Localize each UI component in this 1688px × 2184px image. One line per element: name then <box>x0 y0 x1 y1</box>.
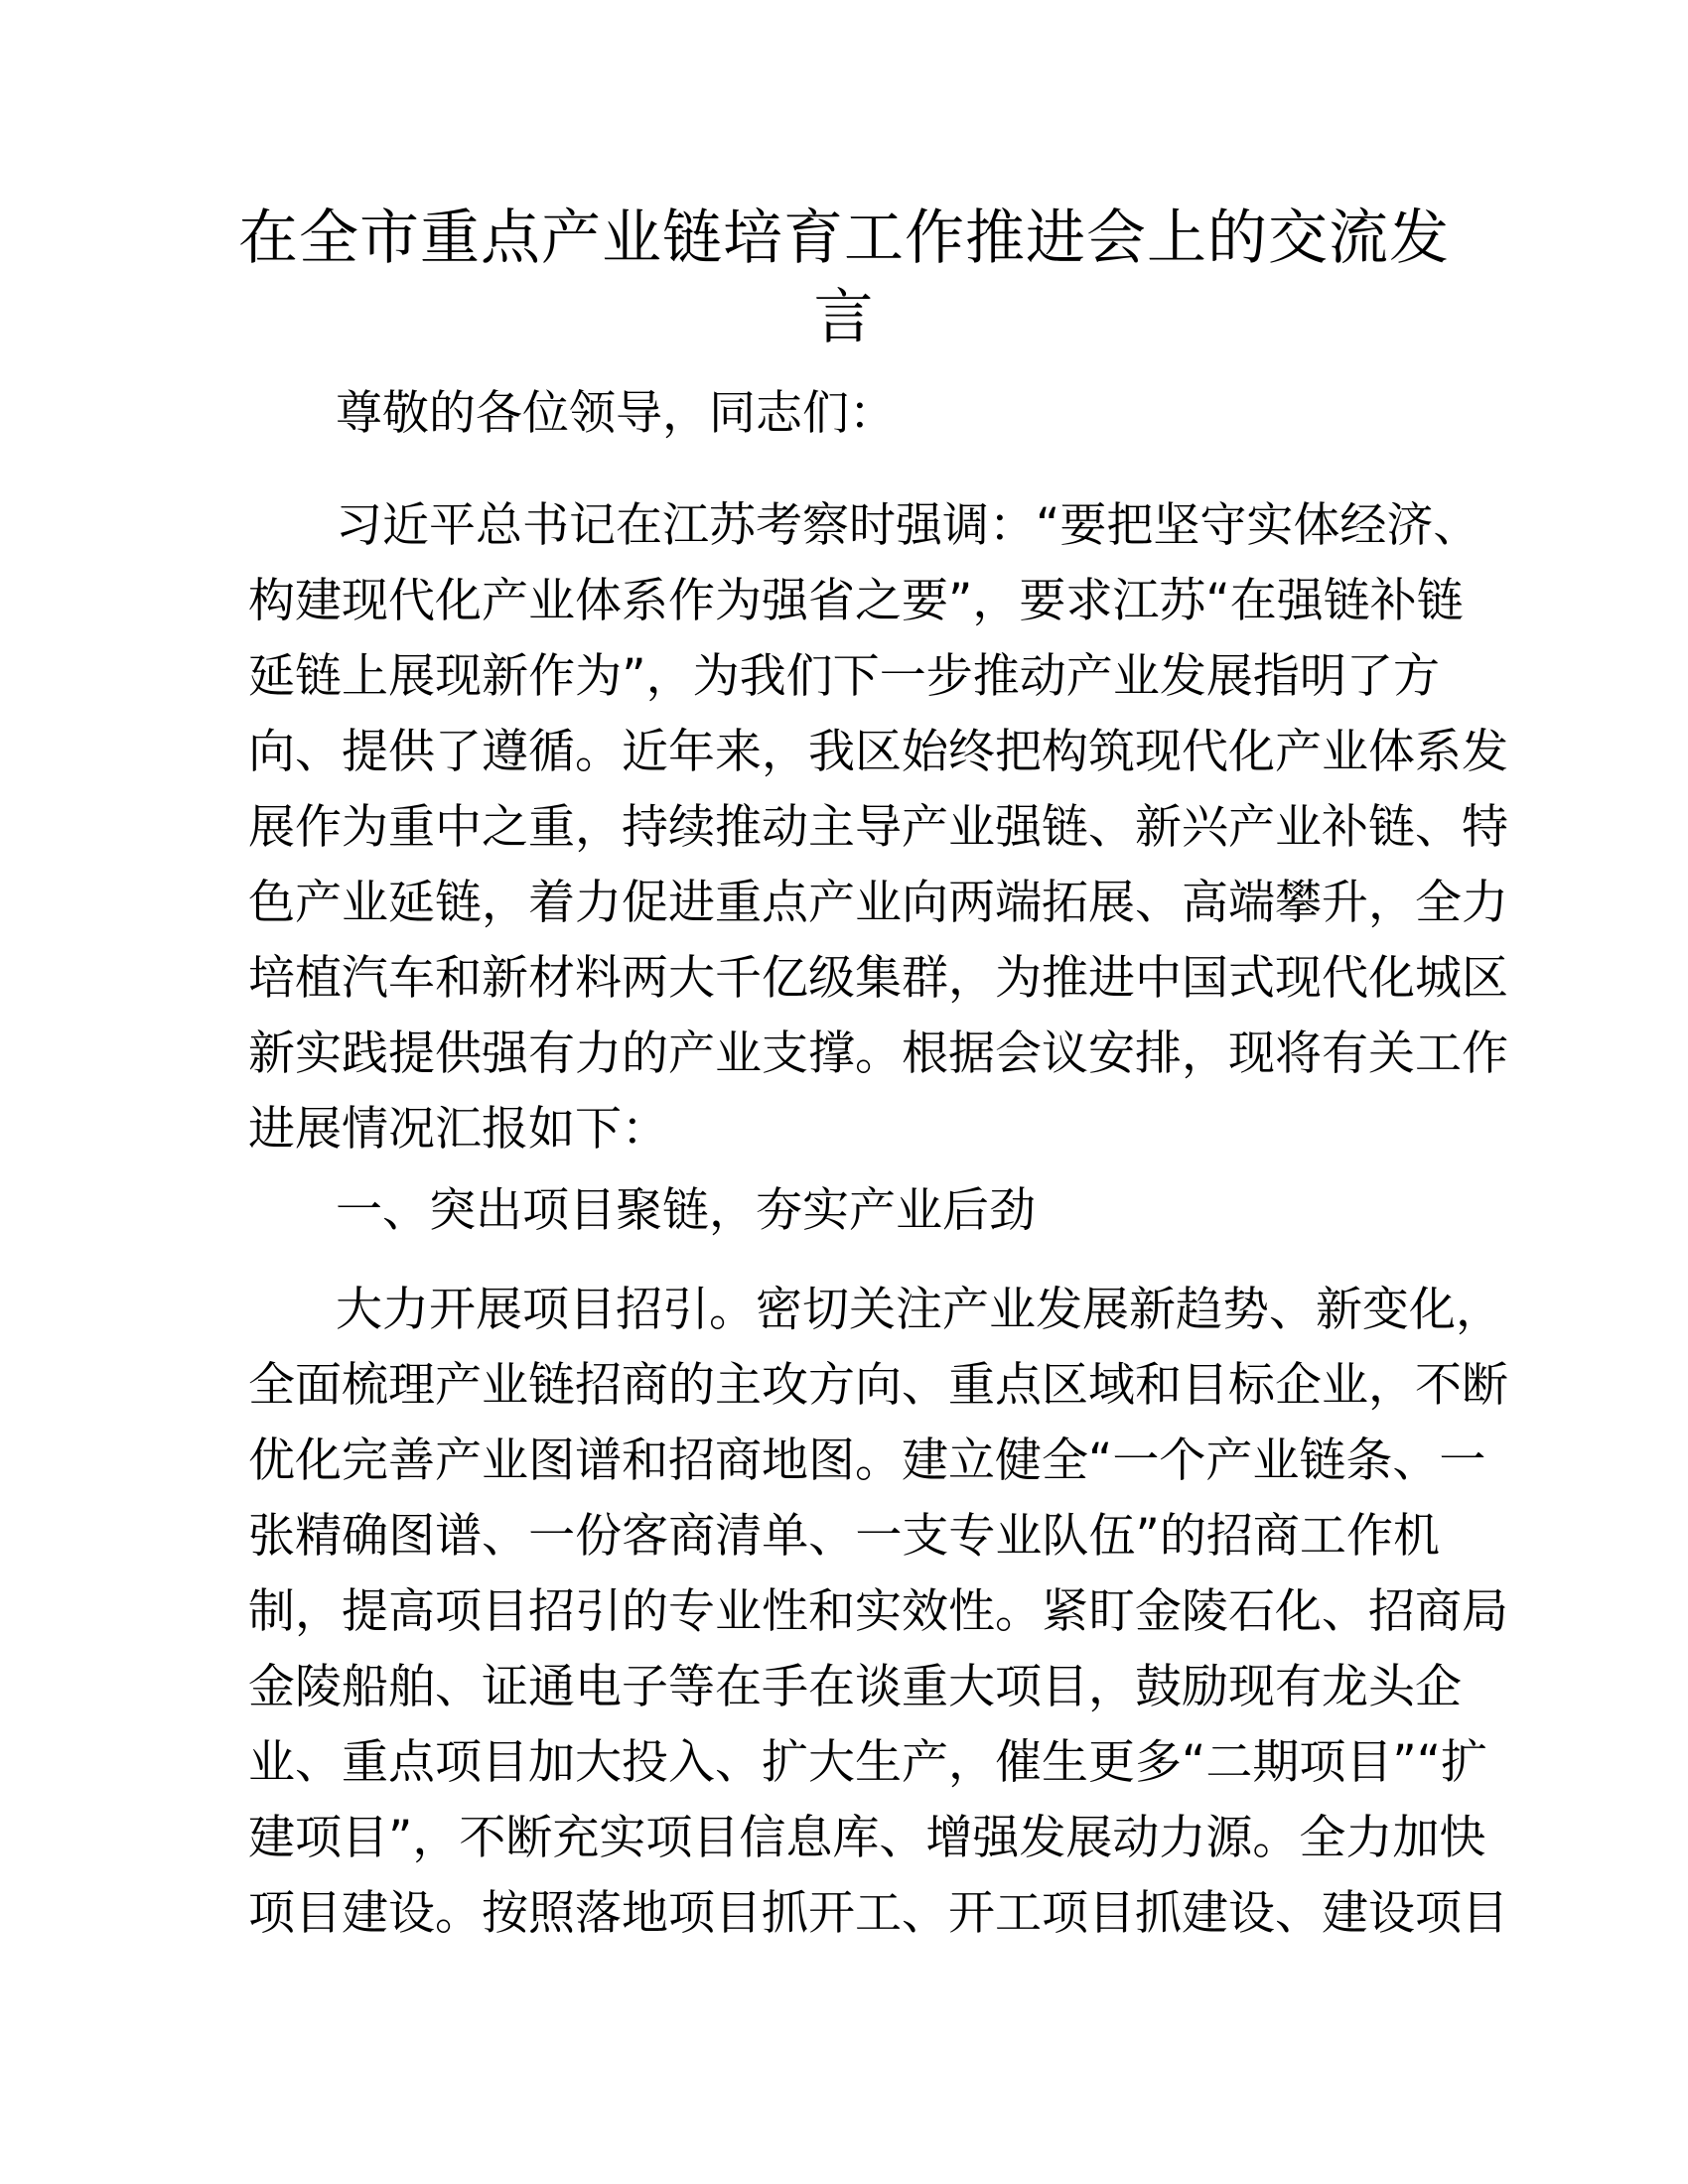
paragraph-2-line: 大力开展项目招引。密切关注产业发展新趋势、新变化， <box>336 1283 1502 1337</box>
paragraph-2-line: 张精确图谱、一份客商清单、一支专业队伍”的招商工作机 <box>248 1509 1440 1564</box>
paragraph-1-line: 习近平总书记在江苏考察时强调：“要把坚守实体经济、 <box>336 498 1480 553</box>
paragraph-2-line: 金陵船舶、证通电子等在手在谈重大项目，鼓励现有龙头企 <box>248 1660 1462 1714</box>
paragraph-1-line: 向、提供了遵循。近年来，我区始终把构筑现代化产业体系发 <box>248 725 1508 779</box>
paragraph-2-line: 优化完善产业图谱和招商地图。建立健全“一个产业链条、一 <box>248 1433 1486 1488</box>
paragraph-1-line: 培植汽车和新材料两大千亿级集群，为推进中国式现代化城区 <box>248 951 1508 1006</box>
paragraph-1-line: 新实践提供强有力的产业支撑。根据会议安排，现将有关工作 <box>248 1026 1508 1081</box>
paragraph-1-line: 延链上展现新作为”，为我们下一步推动产业发展指明了方 <box>248 649 1440 704</box>
document-title-line-2: 言 <box>813 283 875 352</box>
paragraph-2-line: 项目建设。按照落地项目抓开工、开工项目抓建设、建设项目 <box>248 1886 1508 1941</box>
section-1-heading: 一、突出项目聚链，夯实产业后劲 <box>336 1183 1036 1238</box>
paragraph-1-line: 构建现代化产业体系作为强省之要”，要求江苏“在强链补链 <box>248 574 1464 628</box>
paragraph-1-line: 进展情况汇报如下： <box>248 1102 668 1157</box>
paragraph-2-line: 制，提高项目招引的专业性和实效性。紧盯金陵石化、招商局 <box>248 1584 1508 1639</box>
document-title-line-1: 在全市重点产业链培育工作推进会上的交流发 <box>238 204 1450 273</box>
paragraph-2-line: 建项目”，不断充实项目信息库、增强发展动力源。全力加快 <box>248 1811 1486 1865</box>
paragraph-1-line: 色产业延链，着力促进重点产业向两端拓展、高端攀升，全力 <box>248 876 1508 930</box>
paragraph-2-line: 全面梳理产业链招商的主攻方向、重点区域和目标企业，不断 <box>248 1358 1508 1413</box>
greeting: 尊敬的各位领导，同志们： <box>336 386 896 441</box>
paragraph-2-line: 业、重点项目加大投入、扩大生产，催生更多“二期项目”“扩 <box>248 1735 1488 1790</box>
paragraph-1-line: 展作为重中之重，持续推动主导产业强链、新兴产业补链、特 <box>248 800 1508 855</box>
